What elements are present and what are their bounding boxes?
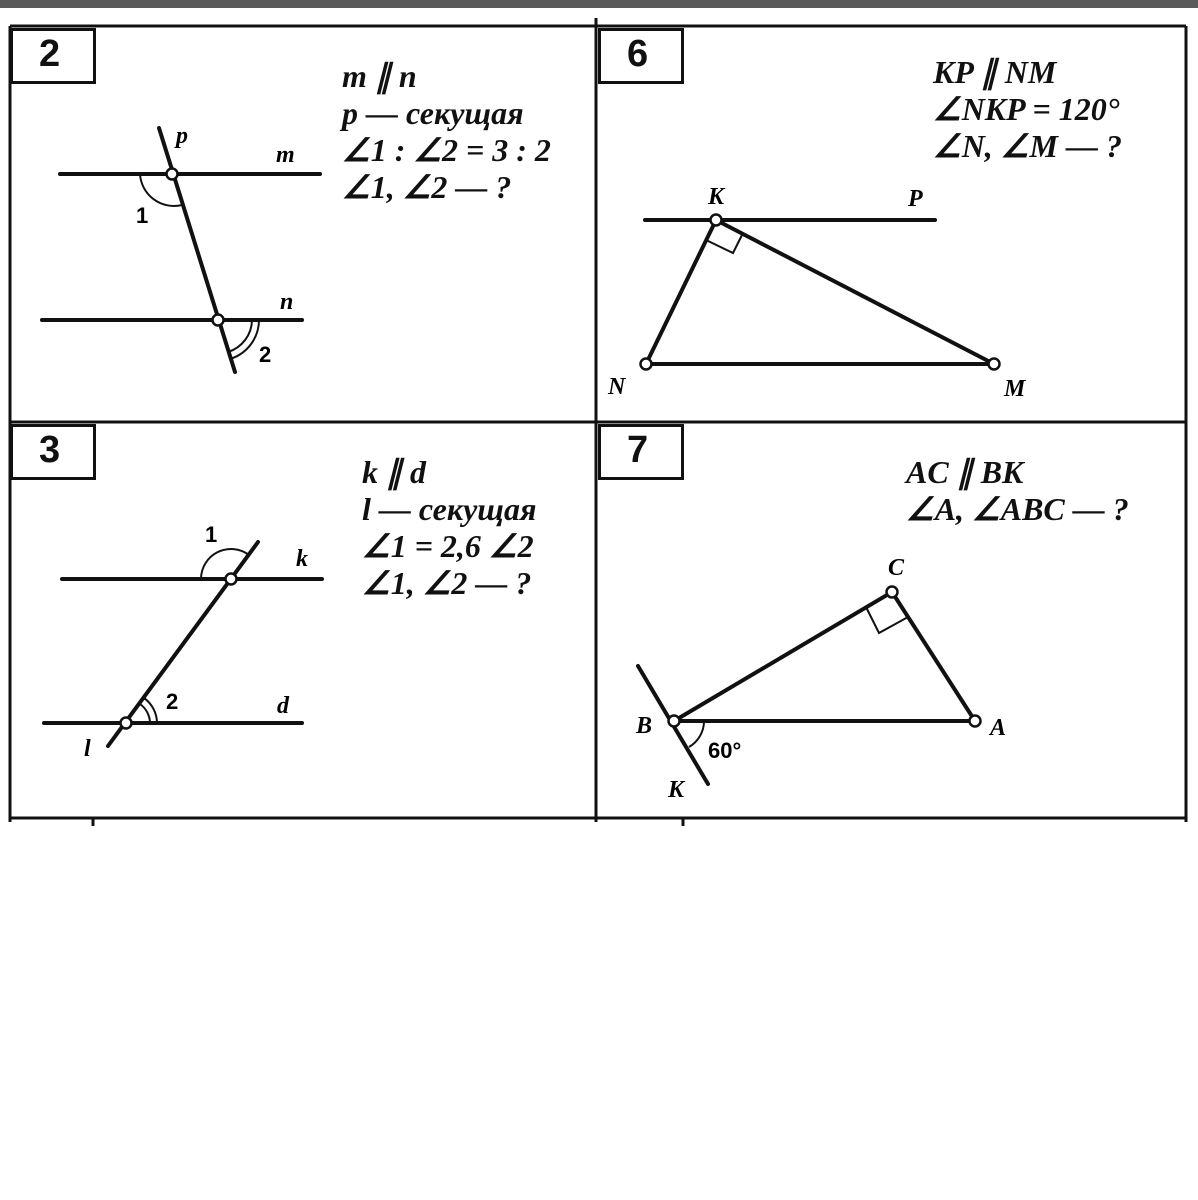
problem-number-3: 3 [10,424,96,480]
given-line: ∠1 : ∠2 = 3 : 2 [342,132,551,168]
label-m: m [276,142,295,168]
given-line: AC ∥ BK [906,454,1024,490]
point-B [669,716,680,727]
given-line: KP ∥ NM [933,54,1057,90]
given-line: ∠1, ∠2 — ? [362,565,532,601]
given-line: l — секущая [362,491,537,527]
point-C [887,587,898,598]
given-line: ∠N, ∠M — ? [933,128,1122,164]
given-line: p — секущая [342,95,524,131]
label-p: p [176,123,188,149]
given-line: k ∥ d [362,454,426,490]
label-l: l [84,736,91,762]
given-line: ∠NKP = 120° [933,91,1120,127]
label-angle-60: 60° [708,738,742,763]
given-line: ∠A, ∠ABC — ? [906,491,1129,527]
label-P: P [908,186,923,212]
label-d: d [277,693,289,719]
label-angle-2: 2 [259,342,272,367]
given-line: m ∥ n [342,58,417,94]
label-B: B [636,713,653,739]
segment-BC [674,592,892,721]
point-A [970,716,981,727]
given-line: ∠1 = 2,6 ∠2 [362,528,534,564]
problem-number-6: 6 [598,28,684,84]
label-C: C [888,555,905,581]
given-line: ∠1, ∠2 — ? [342,169,512,205]
label-M: M [1004,376,1026,402]
label-angle-1: 1 [136,203,149,228]
label-K: K [708,184,725,210]
label-K: K [668,777,685,803]
segment-CA [892,592,975,721]
angle-60-arc [689,721,704,747]
label-N: N [608,374,626,400]
label-k: k [296,546,308,572]
label-A: A [990,715,1007,741]
problem-number-7: 7 [598,424,684,480]
right-angle-mark-C [866,607,908,633]
label-n: n [280,289,294,315]
problem-number-2: 2 [10,28,96,84]
label-angle-2: 2 [166,689,179,714]
label-angle-1: 1 [205,522,218,547]
